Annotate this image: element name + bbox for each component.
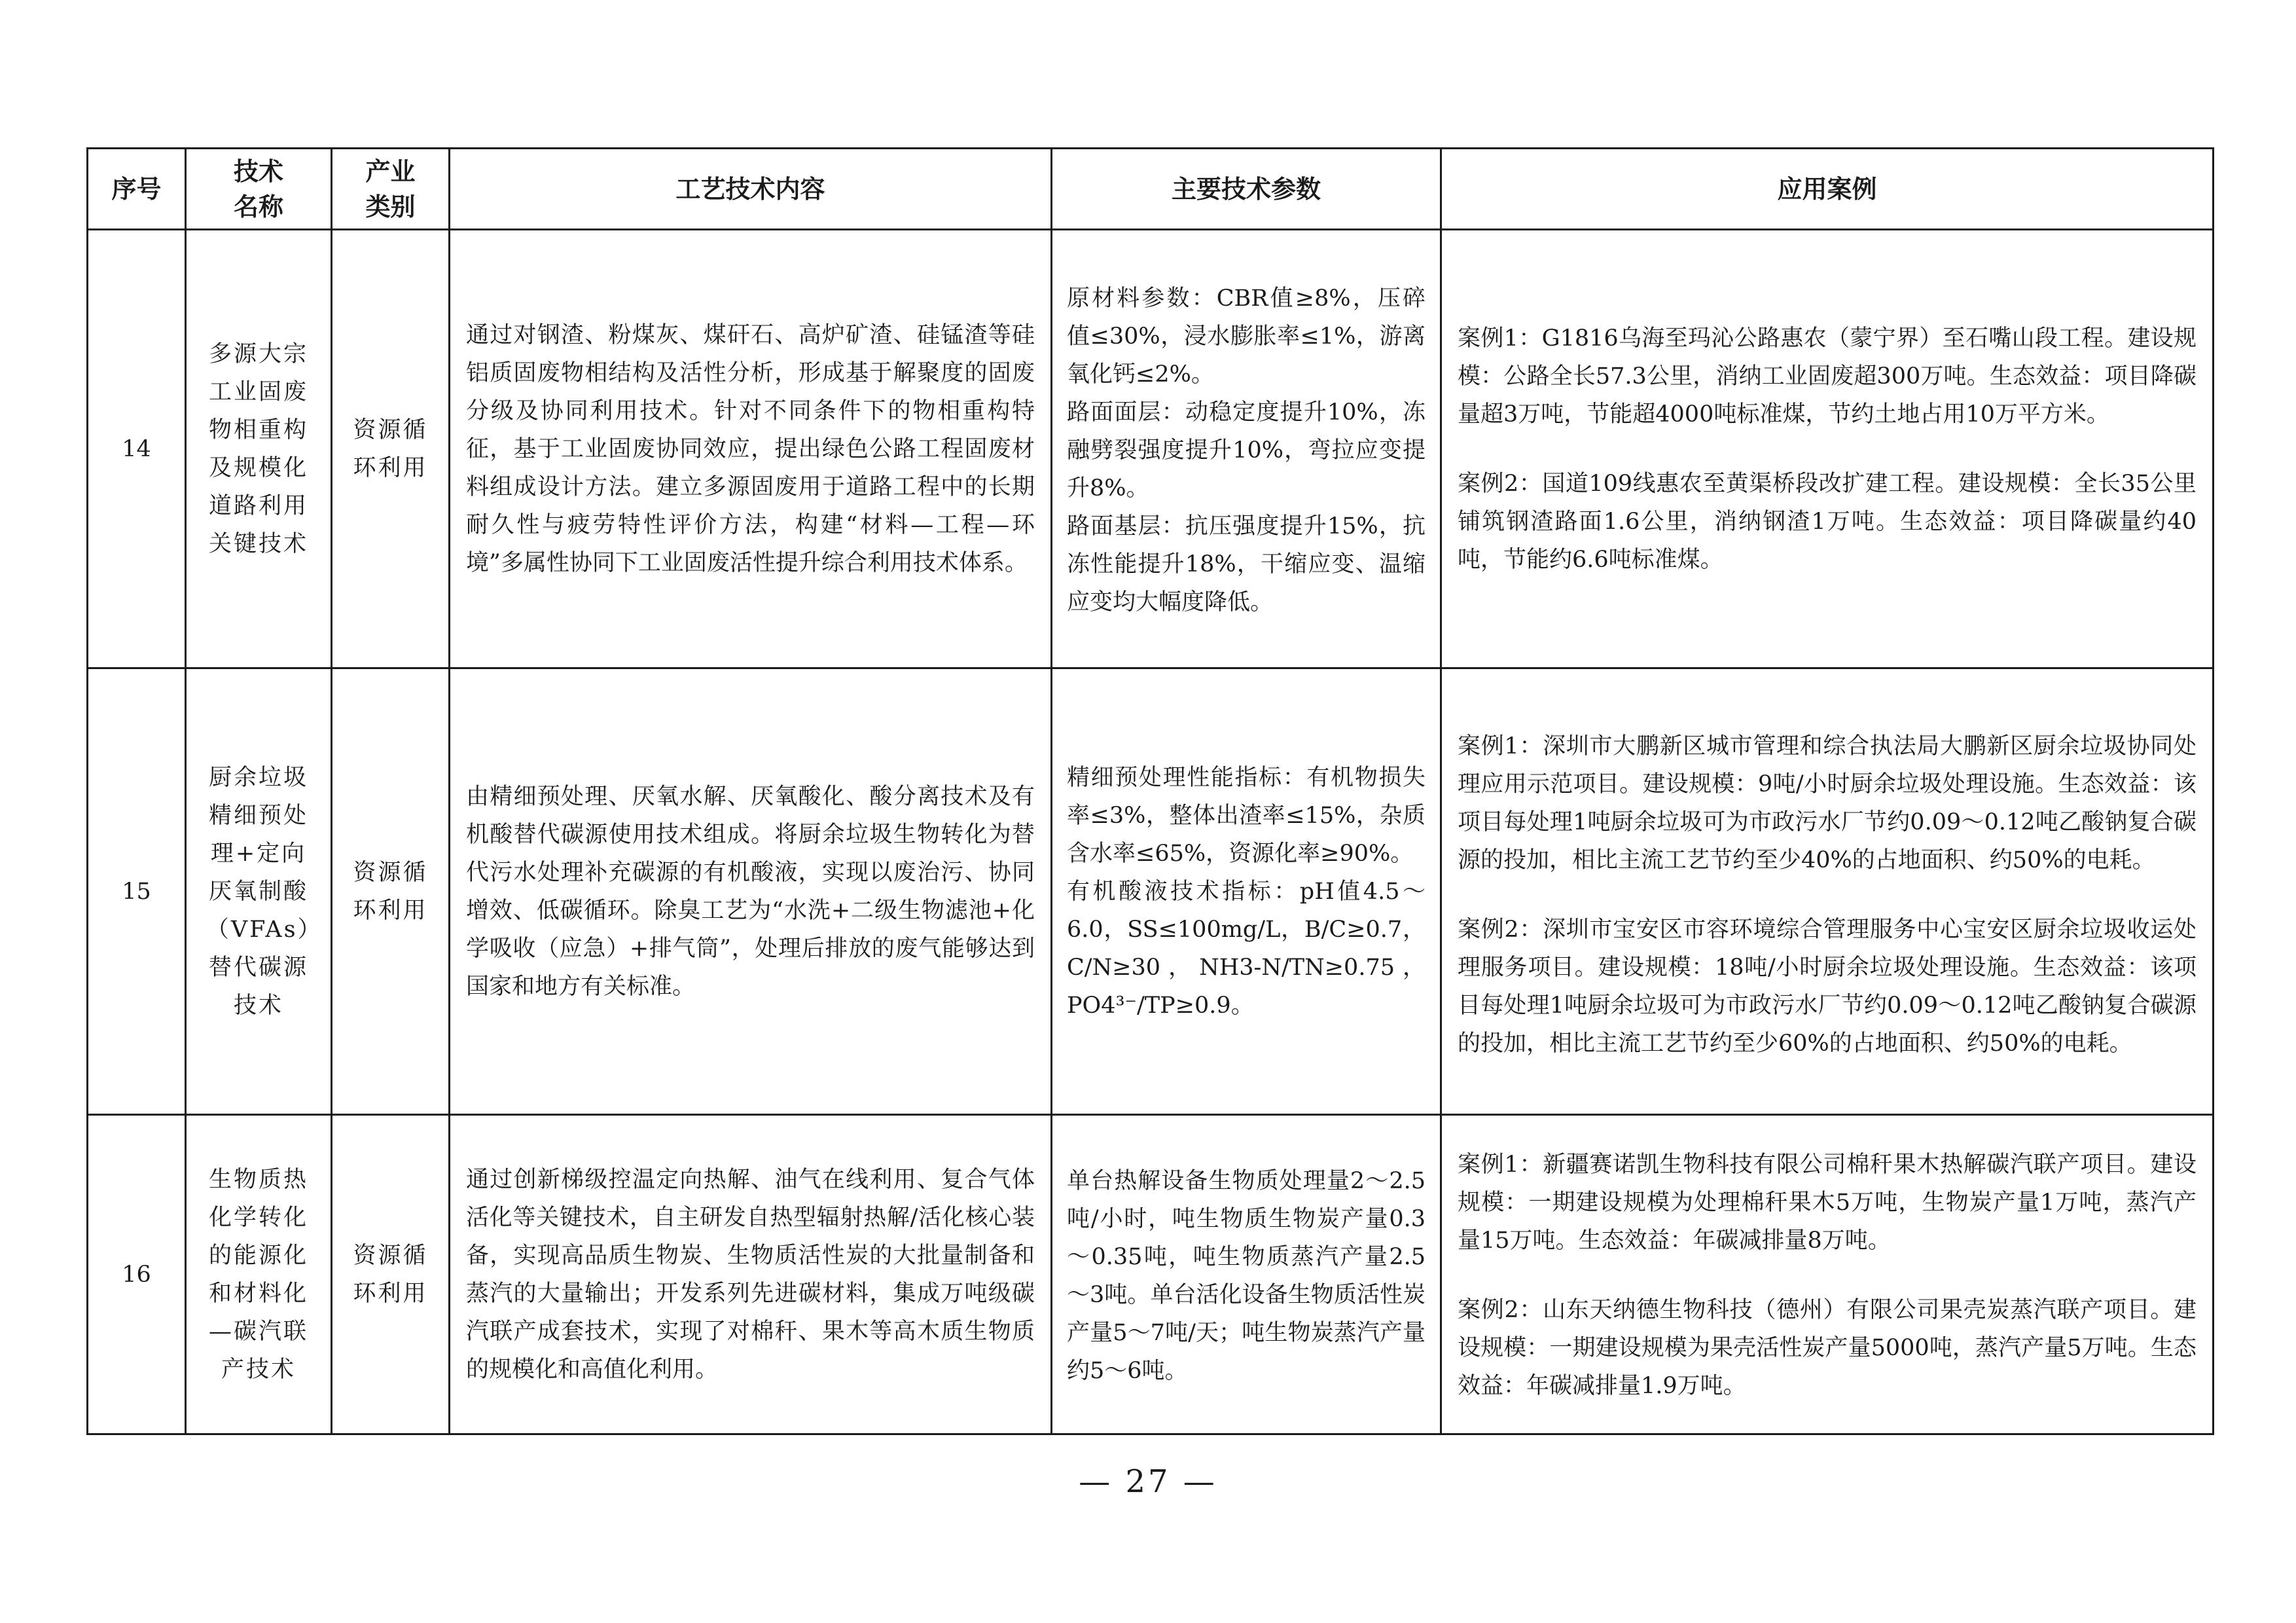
industry-category: 资源循环利用: [332, 668, 450, 1115]
case-item: 案例2：深圳市宝安区市容环境综合管理服务中心宝安区厨余垃圾收运处理服务项目。建设规模：18吨/小时厨余垃圾处理设施。生态效益：该项目每处理1吨厨余垃圾可为市政污水厂节约0.09～0.12吨乙酸钠复合碳源的投加，相比主流工艺节约至少60%的占地面积、约50%的电耗。: [1458, 916, 2197, 1057]
header-category-text: 产业类别: [365, 156, 416, 221]
page-number: — 27 —: [1079, 1463, 1217, 1500]
case-item: 案例2：山东天纳德生物科技（德州）有限公司果壳炭蒸汽联产项目。建设规模：一期建设规模为果壳活性炭产量5000吨，蒸汽产量5万吨。生态效益：年碳减排量1.9万吨。: [1458, 1296, 2197, 1399]
technical-params: [1052, 1115, 1441, 1434]
table-row: [88, 230, 2214, 668]
param-item: 精细预处理性能指标：有机物损失率≤3%，整体出渣率≤15%，杂质含水率≤65%，资源化率≥90%。: [1067, 764, 1426, 867]
application-cases: [1441, 230, 2214, 668]
application-cases: [1441, 668, 2214, 1115]
header-cases: 应用案例: [1441, 149, 2214, 230]
param-item: 路面面层：动稳定度提升10%，冻融劈裂强度提升10%，弯拉应变提升8%。: [1067, 399, 1426, 501]
header-category: [332, 149, 450, 230]
industry-category: 资源循环利用: [332, 230, 450, 668]
table-row: [88, 1115, 2214, 1434]
table-header-row: [88, 149, 2214, 230]
technical-params: [1052, 230, 1441, 668]
header-content: 工艺技术内容: [450, 149, 1052, 230]
param-item: 原材料参数：CBR值≥8%，压碎值≤30%，浸水膨胀率≤1%，游离氧化钙≤2%。: [1067, 285, 1426, 388]
process-content: 通过创新梯级控温定向热解、油气在线利用、复合气体活化等关键技术，自主研发自热型辐射热解/活化核心装备，实现高品质生物炭、生物质活性炭的大批量制备和蒸汽的大量输出；开发系列先进碳材料，集成万吨级碳汽联产成套技术，实现了对棉秆、果木等高木质生物质的规模化和高值化利用。: [450, 1115, 1052, 1434]
technology-table: [86, 147, 2214, 1435]
row-number: 15: [88, 668, 186, 1115]
param-item: 有机酸液技术指标：pH值4.5～6.0，SS≤100mg/L，B/C≥0.7，C/N≥30，NH3-N/TN≥0.75，PO4³⁻/TP≥0.9。: [1067, 878, 1426, 1019]
process-content: 由精细预处理、厌氧水解、厌氧酸化、酸分离技术及有机酸替代碳源使用技术组成。将厨余垃圾生物转化为替代污水处理补充碳源的有机酸液，实现以废治污、协同增效、低碳循环。除臭工艺为“水洗+二级生物滤池+化学吸收（应急）+排气筒”，处理后排放的废气能够达到国家和地方有关标准。: [450, 668, 1052, 1115]
param-item: 单台热解设备生物质处理量2～2.5吨/小时，吨生物质生物炭产量0.3～0.35吨，吨生物质蒸汽产量2.5～3吨。单台活化设备生物质活性炭产量5～7吨/天；吨生物炭蒸汽产量约5～6吨。: [1067, 1167, 1426, 1384]
row-number: 14: [88, 230, 186, 668]
technology-name: 多源大宗工业固废物相重构及规模化道路利用关键技术: [186, 230, 332, 668]
case-item: 案例1：G1816乌海至玛沁公路惠农（蒙宁界）至石嘴山段工程。建设规模：公路全长57.3公里，消纳工业固废超300万吨。生态效益：项目降碳量超3万吨，节能超4000吨标准煤，节约土地占用10万平方米。: [1458, 325, 2197, 428]
application-cases: [1441, 1115, 2214, 1434]
header-name: [186, 149, 332, 230]
case-item: 案例1：新疆赛诺凯生物科技有限公司棉秆果木热解碳汽联产项目。建设规模：一期建设规模为处理棉秆果木5万吨，生物炭产量1万吨，蒸汽产量15万吨。生态效益：年碳减排量8万吨。: [1458, 1151, 2197, 1254]
case-item: 案例2：国道109线惠农至黄渠桥段改扩建工程。建设规模：全长35公里铺筑钢渣路面1.6公里，消纳钢渣1万吨。生态效益：项目降碳量约40吨，节能约6.6吨标准煤。: [1458, 470, 2197, 573]
param-item: 路面基层：抗压强度提升15%，抗冻性能提升18%，干缩应变、温缩应变均大幅度降低。: [1067, 513, 1426, 615]
header-no: 序号: [88, 149, 186, 230]
header-name-text: 技术名称: [233, 156, 283, 221]
row-number: 16: [88, 1115, 186, 1434]
table-row: [88, 668, 2214, 1115]
process-content: 通过对钢渣、粉煤灰、煤矸石、高炉矿渣、硅锰渣等硅铝质固废物相结构及活性分析，形成基于解聚度的固废分级及协同利用技术。针对不同条件下的物相重构特征，基于工业固废协同效应，提出绿色公路工程固废材料组成设计方法。建立多源固废用于道路工程中的长期耐久性与疲劳特性评价方法，构建“材料—工程—环境”多属性协同下工业固废活性提升综合利用技术体系。: [450, 230, 1052, 668]
technology-name: 厨余垃圾精细预处理+定向厌氧制酸（VFAs）替代碳源技术: [186, 668, 332, 1115]
technology-name: 生物质热化学转化的能源化和材料化—碳汽联产技术: [186, 1115, 332, 1434]
industry-category: 资源循环利用: [332, 1115, 450, 1434]
case-item: 案例1：深圳市大鹏新区城市管理和综合执法局大鹏新区厨余垃圾协同处理应用示范项目。建设规模：9吨/小时厨余垃圾处理设施。生态效益：该项目每处理1吨厨余垃圾可为市政污水厂节约0.09～0.12吨乙酸钠复合碳源的投加，相比主流工艺节约至少40%的占地面积、约50%的电耗。: [1458, 733, 2197, 873]
technical-params: [1052, 668, 1441, 1115]
header-params: 主要技术参数: [1052, 149, 1441, 230]
